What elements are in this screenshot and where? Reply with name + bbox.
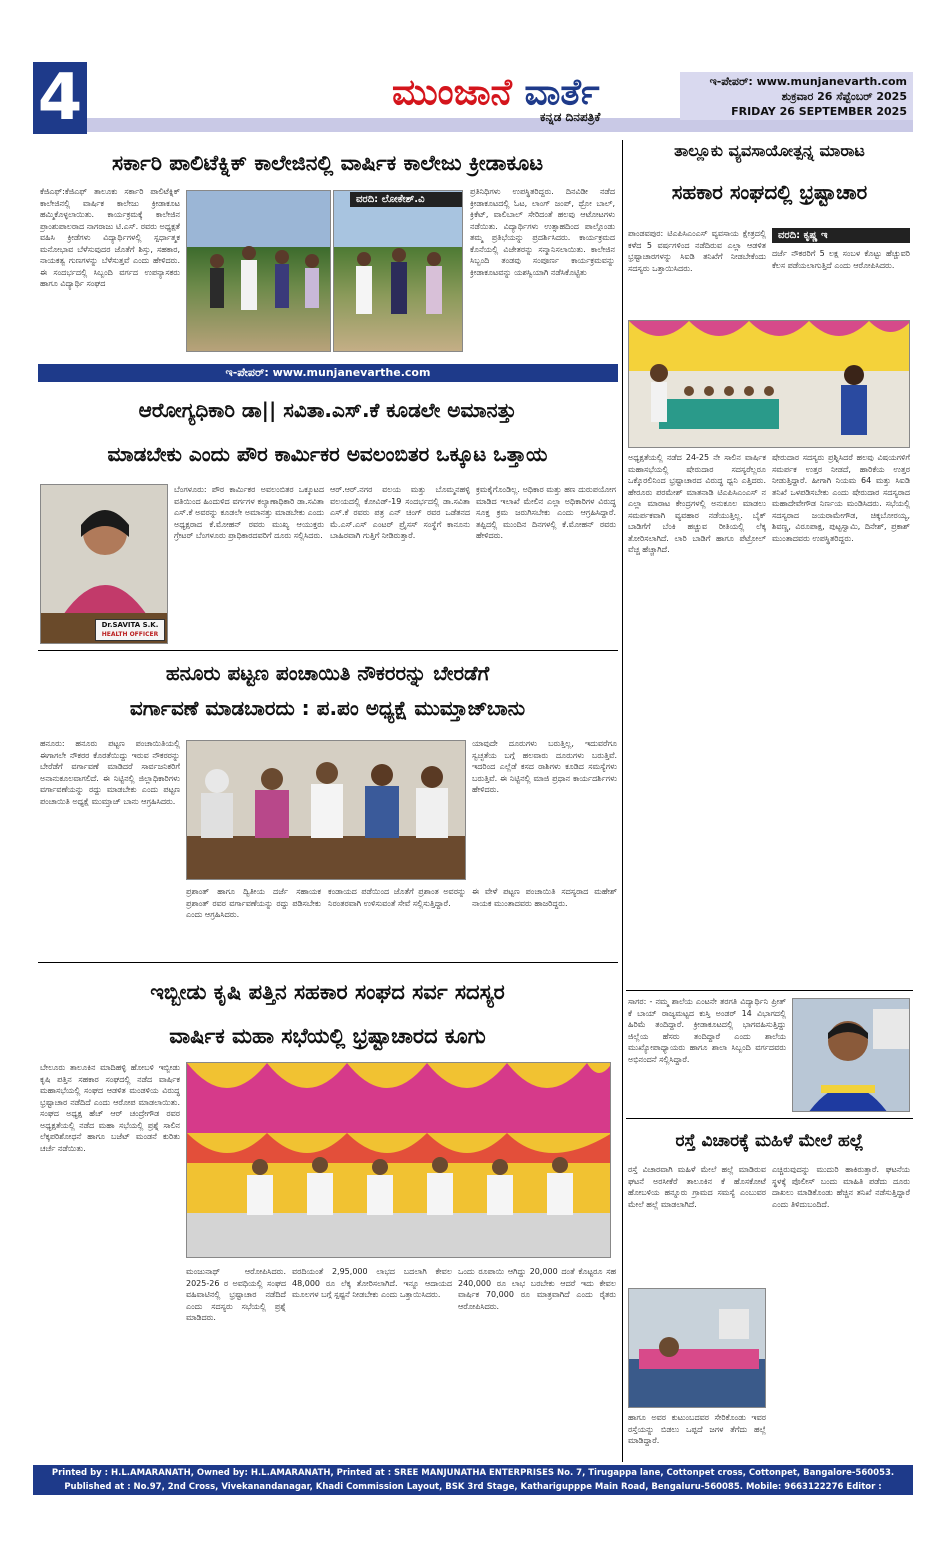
nameplate-name: Dr.SAVITA S.K. (101, 621, 159, 629)
hospital-bed-illustration (629, 1289, 766, 1408)
story7-headline: ರಸ್ತೆ ವಿಚಾರಕ್ಕೆ ಮಹಿಳೆ ಮೇಲೆ ಹಲ್ಲೆ (675, 1131, 864, 1151)
story3-photo (186, 740, 466, 880)
story2-photo (40, 484, 168, 644)
officials-meeting-illustration (187, 741, 466, 880)
story5-byline: ವರದಿ: ಕೃಷ್ಣ ಇ (772, 228, 910, 243)
nameplate (95, 619, 165, 641)
story5-headline-line1: ತಾಲ್ಲೂಕು ವ್ಯವಸಾಯೋತ್ಪನ್ನ ಮಾರಾಟ (674, 141, 865, 160)
section-divider (38, 962, 618, 963)
date-english: FRIDAY 26 SEPTEMBER 2025 (731, 105, 907, 118)
story1-col2: ಪ್ರತಿನಿಧಿಗಳು ಉಪಸ್ಥಿತರಿದ್ದರು. ದಿನವಿಡೀ ನಡೆದ ಕ್ರೀಡಾಕೂಟದಲ್ಲಿ ಓಟ, ಲಾಂಗ್ ಜಂಪ್, ಥ್ರೋ ಬಾಲ್, ಕ್ರಿಕೆಟ್, ವಾಲಿಬಾಲ್ ಸೇರಿದಂತೆ ಹಲವು ಆಟೋಟಗಳು ನಡೆಯಿತು. ವಿದ್ಯಾರ್ಥಿಗಳು ಉತ್ಸಾಹದಿಂದ ಪಾಲ್ಗೊಂಡು ತಮ್ಮ ಪ್ರತಿಭೆಯನ್ನು ಪ್ರದರ್ಶಿಸಿದರು. ಕಾರ್ಯಕ್ರಮದ ಕೊನೆಯಲ್ಲಿ ವಿಜೇತರನ್ನು ಸನ್ಮಾನಿಸಲಾಯಿತು. ಕಾಲೇಜಿನ ಸಿಬ್ಬಂದಿ ತಂಡವು ಸಂಪೂರ್ಣ ಕಾರ್ಯಕ್ರಮವನ್ನು ಕ್ರೀಡಾಕೂಟವನ್ನು ಯಶಸ್ವಿಯಾಗಿ ನಡೆಸಿಕೊಟ್ಟಿತು (470, 187, 615, 277)
story5-photo (628, 320, 910, 448)
story4-headline-line1: ಇಬ್ಬೀಡು ಕೃಷಿ ಪತ್ತಿನ ಸಹಕಾರ ಸಂಘದ ಸರ್ವ ಸದಸ್ಯರ (150, 980, 505, 1004)
story3-caption1: ಪ್ರಶಾಂತ್ ಹಾಗೂ ದ್ವಿತೀಯ ದರ್ಜೆ ಸಹಾಯಕ ಪ್ರಶಾಂತ್ ರವರ ವರ್ಗಾವಣೆಯನ್ನು ರದ್ದು ಪಡಿಸಬೇಕು ಎಂದು ಆಗ್ರಹಿಸಿದರು. (186, 887, 321, 919)
agm-meeting-illustration (629, 321, 910, 448)
story2-headline-line1: ಆರೋಗ್ಯಧಿಕಾರಿ ಡಾ|| ಸವಿತಾ.ಎಸ್.ಕೆ ಕೂಡಲೇ ಅಮಾನತ್ತು (138, 398, 517, 422)
story7-col1: ರಸ್ತೆ ವಿಚಾರವಾಗಿ ಮಹಿಳೆ ಮೇಲೆ ಹಲ್ಲೆ ಮಾಡಿರುವ ಘಟನೆ ಅರಸೀಕೆರೆ ತಾಲೂಕಿನ ಕೆ ಹೊಸಕೋಟೆ ಹೋಬಳಿಯ ಹನ್ನೂರು ಗ್ರಾಮದ ಸಮಸ್ಯೆ ಎಂಬುವರ ಮೇಲೆ ಹಲ್ಲೆ ಮಾಡಲಾಗಿದೆ. (628, 1165, 766, 1209)
story7-caption: ಹಾಗೂ ಅವರ ಕುಟುಂಬದವರ ಸೇರಿಕೊಂಡು ಇವರ ರಸ್ತೆಯನ್ನು ಬಿಡಲು ಒಪ್ಪದೆ ಜಗಳ ತೆಗೆದು ಹಲ್ಲೆ ಮಾಡಿದ್ದಾರೆ. (628, 1413, 766, 1445)
nameplate-title: HEALTH OFFICER (101, 631, 159, 638)
sports-meet-illustration (187, 191, 331, 352)
date-kannada: ಶುಕ್ರವಾರ 26 ಸೆಪ್ಟೆಂಬರ್ 2025 (781, 90, 907, 103)
story7-photo (628, 1288, 766, 1408)
student-portrait (793, 999, 910, 1112)
story3-caption3: ಈ ವೇಳೆ ಪಟ್ಟಣ ಪಂಚಾಯಿತಿ ಸದಸ್ಯರಾದ ಮಹೇಶ್ ನಾಯಕ ಮುಂತಾದವರು ಹಾಜರಿದ್ದರು. (472, 887, 617, 908)
story6-text: ಸಾಗರ: - ನಮ್ಮ ಶಾಲೆಯ ಎಂಟನೇ ತರಗತಿ ವಿದ್ಯಾರ್ಥಿನಿ ಪ್ರೀತ್ ಕೆ ಬಾಯ್ ರಾಜ್ಯಮಟ್ಟದ ಕುಸ್ತಿ ಅಂಡರ್ 14 ವಿಭಾಗದಲ್ಲಿ ಹಿರಿಮೆ ತಂದಿದ್ದಾರೆ. ಕ್ರೀಡಾಕೂಟದಲ್ಲಿ ಭಾಗವಹಿಸುತ್ತಿದ್ದು ಜಿಲ್ಲೆಯ ಹೆಸರು ತಂದಿದ್ದಾರೆ ಎಂದು ಶಾಲೆಯ ಮುಖ್ಯೋಪಾಧ್ಯಾಯರು ಹಾಗೂ ಶಾಲಾ ಸಿಬ್ಬಂದಿ ವರ್ಗದವರು ಅಭಿನಂದನೆ ಸಲ್ಲಿಸಿದ್ದಾರೆ. (628, 997, 786, 1064)
newspaper-logo (392, 72, 657, 112)
story1-headline: ಸರ್ಕಾರಿ ಪಾಲಿಟೆಕ್ನಿಕ್ ಕಾಲೇಜಿನಲ್ಲಿ ವಾರ್ಷಿಕ ಕಾಲೇಜು ಕ್ರೀಡಾಕೂಟ (111, 151, 544, 175)
story4-col2: ಮಂಜುನಾಥ್ ಆರೋಪಿಸಿದರು. 2025-26 ರ ಅವಧಿಯಲ್ಲಿ ಸಂಘದ ವಹಿವಾಟಿನಲ್ಲಿ ಭ್ರಷ್ಟಾಚಾರ ನಡೆದಿದೆ ಎಂದು ಸದಸ್ಯರು ಸಭೆಯಲ್ಲಿ ಪ್ರಶ್ನೆ ಮಾಡಿದರು. (186, 1267, 286, 1322)
story4-col4: ಒಂದು ರೂಪಾಯಿ ಆಗಿದ್ದು 20,000 ದಂತೆ ಕೊಟ್ಟರೂ ಸಹ 240,000 ರೂ ಲಾಭ ಬರಬೇಕು ಆದರೆ ಇದು ಕೇವಲ ವಾರ್ಷಿಕ 70,000 ರೂ ಮಾತ್ರವಾಗಿದೆ ಎಂದು ರೈತರು ಆರೋಪಿಸಿದರು. (458, 1267, 616, 1311)
epaper-banner[interactable]: ಇ-ಪೇಪರ್: www.munjanevarthe.com (38, 364, 618, 382)
story4-headline-line2: ವಾರ್ಷಿಕ ಮಹಾ ಸಭೆಯಲ್ಲಿ ಭ್ರಷ್ಟಾಚಾರದ ಕೂಗು (169, 1024, 486, 1048)
story2-col1: ಬೆಂಗಳೂರು: ಪೌರ ಕಾರ್ಮಿಕರ ಅವಲಂಬಿತರ ಒಕ್ಕೂಟದ ವತಿಯಿಂದ ಹಿಂದುಳಿದ ವರ್ಗಗಳ ಕಲ್ಯಾಣಾಧಿಕಾರಿ ಡಾ.ಸವಿತಾ ಎಸ್.ಕೆ ಅವರನ್ನು ಕೂಡಲೇ ಅಮಾನತ್ತು ಮಾಡಬೇಕು ಎಂದು ಅಧ್ಯಕ್ಷರಾದ ಕೆ.ಮೋಹನ್ ರವರು ಮುಖ್ಯ ಆಯುಕ್ತರು ಗ್ರೇಟರ್ ಬೆಂಗಳೂರು ಪ್ರಾಧಿಕಾರದವರಿಗೆ ದೂರು ಸಲ್ಲಿಸಿದರು. (174, 485, 324, 540)
masthead-info (680, 72, 913, 120)
section-divider (626, 1118, 913, 1119)
story1-photo-2 (333, 190, 463, 352)
story4-photo (186, 1062, 611, 1258)
story4-col1: ಬೇಲೂರು ತಾಲೂಕಿನ ಮಾದಿಹಳ್ಳಿ ಹೋಬಳಿ ಇಬ್ಬೀಡು ಕೃಷಿ ಪತ್ತಿನ ಸಹಕಾರ ಸಂಘದಲ್ಲಿ ನಡೆದ ವಾರ್ಷಿಕ ಮಹಾಸಭೆಯಲ್ಲಿ ಸಂಘದ ಆಡಳಿತ ಮಂಡಳಿಯ ವಿರುದ್ಧ ಭ್ರಷ್ಟಾಚಾರ ನಡೆದಿದೆ ಎಂದು ಆರೋಪ ಮಾಡಲಾಯಿತು. ಸಂಘದ ಅಧ್ಯಕ್ಷ ಹೆಚ್ ಆರ್ ಚಂದ್ರೇಗೌಡ ರವರ ಅಧ್ಯಕ್ಷತೆಯಲ್ಲಿ ನಡೆದ ಮಹಾ ಸಭೆಯಲ್ಲಿ ಪ್ರಶ್ನೆ ಸಾಲಿನ ಲೆಕ್ಕಪರಿಶೋಧನೆ ಹಾಗೂ ಬಜೆಟ್ ಮಂಡನೆ ಕುರಿತು ಚರ್ಚೆ ನಡೆಯಿತು. (40, 1063, 180, 1153)
page-number: 4 (33, 62, 87, 134)
logo-first-word: ಮುಂಜಾನೆ (392, 71, 512, 113)
story2-col3: ಕ್ರಮಕೈಗೊಂಡಿಲ್ಲ. ಅಧಿಕಾರ ಮತ್ತು ಹಣ ದುರುಪಯೋಗ ಮಾಡಿದ ಇಲಾಖೆ ಮೇಲಿನ ಎಲ್ಲಾ ಅಧಿಕಾರಿಗಳ ವಿರುದ್ಧ ಸೂಕ್ತ ಕ್ರಮ ಜರುಗಿಸಬೇಕು ಎಂದು ಆಗ್ರಹಿಸಿದ್ದಾರೆ. ತಪ್ಪಿದಲ್ಲಿ ಮುಂದಿನ ದಿನಗಳಲ್ಲಿ ಕೆ.ಮೋಹನ್ ರವರು ಹೇಳಿದರು. (476, 485, 616, 540)
general-body-meeting-illustration (187, 1063, 611, 1258)
story5-col1: ಪಾಂಡವಪುರ: ಟಿಎಪಿಸಿಎಂಎಸ್ ವ್ಯವಸಾಯ ಕ್ಷೇತ್ರದಲ್ಲಿ ಕಳೆದ 5 ವರ್ಷಗಳಿಂದ ನಡೆದಿರುವ ಎಲ್ಲಾ ಆಡಳಿತ ಭ್ರಷ್ಟಾಚಾರಗಳನ್ನು ಸಿಐಡಿ ತನಿಖೆಗೆ ನೀಡಬೇಕೆಂದು ಸದಸ್ಯರು ಒತ್ತಾಯಿಸಿದರು. (628, 229, 766, 273)
story5-col1b: ಅಧ್ಯಕ್ಷತೆಯಲ್ಲಿ ನಡೆದ 24-25 ನೇ ಸಾಲಿನ ವಾರ್ಷಿಕ ಮಹಾಸಭೆಯಲ್ಲಿ ಷೇರುದಾರ ಸದಸ್ಯರೆಲ್ಲರೂ ಒಕ್ಕೊರಲಿನಿಂದ ಭ್ರಷ್ಟಾಚಾರದ ವಿರುದ್ಧ ಧ್ವನಿ ಎತ್ತಿದರು. ಹೇರೂರು ಪರಮೇಶ್ ಮಾತನಾಡಿ ಟಿಎಪಿಸಿಎಂಎಸ್ ನ ಎಲ್ಲಾ ಮಾರಾಟ ಕೇಂದ್ರಗಳಲ್ಲಿ ಅನುಕೂಲ ಮಾಡಲು ಸಮರ್ಪಕವಾಗಿ ವ್ಯವಹಾರ ನಡೆಯುತ್ತಿಲ್ಲ. ಬೈಕ್ ಬಾಡಿಗೆಗೆ ಬೆಂಕಿ ಹಚ್ಚುವ ರೀತಿಯಲ್ಲಿ ಲೆಕ್ಕ ತೋರಿಸಲಾಗಿದೆ. ಲಾರಿ ಬಾಡಿಗೆ ಹಾಗೂ ಪೆಟ್ರೋಲ್ ವೆಚ್ಚ ಹೆಚ್ಚಾಗಿದೆ. (628, 453, 766, 554)
story5-headline-line2: ಸಹಕಾರ ಸಂಘದಲ್ಲಿ ಭ್ರಷ್ಟಾಚಾರ (671, 180, 868, 204)
story2-col2: ಆರ್.ಆರ್.ನಗರ ವಲಯ ಮತ್ತು ಬೊಮ್ಮನಹಳ್ಳಿ ವಲಯದಲ್ಲಿ ಕೋವಿಡ್-19 ಸಂದರ್ಭದಲ್ಲಿ ಡಾ.ಸವಿತಾ ಎಸ್.ಕೆ ರವರು ಪತ್ರ ಎನ್ ಚಿಂಗ್ ರವರ ಒಡೆತನದ ಮೆ.ಎಸ್.ಎಸ್ ಎಂಟರ್ ಪ್ರೈಸಸ್ ಸಂಸ್ಥೆಗೆ ಕಾನೂನು ಬಾಹಿರವಾಗಿ ಗುತ್ತಿಗೆ ನೀಡಿರುತ್ತಾರೆ. (330, 485, 470, 540)
footer-line2: Published at : No.97, 2nd Cross, Vivekanandanagar, Khadi Commission Layout, BSK 3rd Stage, Katharigupppe Main Road, Bengaluru-560085. Mobile: 9663122276 Editor : H.L.AMARANATH (64, 1482, 882, 1506)
story5-col2: ದರ್ಜೆ ನೌಕರರಿಗೆ 5 ಲಕ್ಷ ಸಂಬಳ ಕೊಟ್ಟು ಹೆಚ್ಚುವರಿ ಕೆಲಸ ಪಡೆಯಲಾಗುತ್ತಿದೆ ಎಂದು ಆರೋಪಿಸಿದರು. (772, 249, 910, 270)
story1-col1: ಕೆಜಿಎಫ್:ಕೆಜಿಎಫ್ ತಾಲೂಕು ಸರ್ಕಾರಿ ಪಾಲಿಟೆಕ್ನಿಕ್ ಕಾಲೇಜಿನಲ್ಲಿ ವಾರ್ಷಿಕ ಕಾಲೇಜು ಕ್ರೀಡಾಕೂಟ ಹಮ್ಮಿಕೊಳ್ಳಲಾಯಿತು. ಕಾರ್ಯಕ್ರಮಕ್ಕೆ ಕಾಲೇಜಿನ ಪ್ರಾಂಶುಪಾಲರಾದ ನಾಗರಾಜು ಟಿ.ಎಸ್. ರವರು ಅಧ್ಯಕ್ಷತೆ ವಹಿಸಿ ಕ್ರೀಡೆಗಳು ವಿದ್ಯಾರ್ಥಿಗಳಲ್ಲಿ ಸ್ಪರ್ಧಾತ್ಮಕ ಮನೋಭಾವ ಬೆಳೆಸುವುದರ ಜೊತೆಗೆ ಶಿಸ್ತು, ಸಹಕಾರ, ನಾಯಕತ್ವ ಗುಣಗಳನ್ನು ಬೆಳೆಸುತ್ತವೆ ಎಂದು ಹೇಳಿದರು. ಈ ಸಂದರ್ಭದಲ್ಲಿ ಸಿಬ್ಬಂದಿ ವರ್ಗದ ಉಪನ್ಯಾಸಕರು ಹಾಗೂ ವಿದ್ಯಾರ್ಥಿ ಸಂಘದ (40, 187, 180, 288)
story7-col2: ಎಚ್ಚಿರುವುದನ್ನು ಮುದುರಿ ಹಾಕಿರುತ್ತಾರೆ. ಘಟನೆಯ ಸ್ಥಳಕ್ಕೆ ಪೊಲೀಸ್ ಬಂದು ಮಾಹಿತಿ ಪಡೆದು ದೂರು ದಾಖಲು ಮಾಡಿಕೊಂಡು ಹೆಚ್ಚಿನ ತನಿಖೆ ನಡೆಸುತ್ತಿದ್ದಾರೆ ಎಂದು ತಿಳಿದುಬಂದಿದೆ. (772, 1165, 910, 1209)
story2-headline-line2: ಮಾಡಬೇಕು ಎಂದು ಪೌರ ಕಾರ್ಮಿಕರ ಅವಲಂಬಿತರ ಒಕ್ಕೂಟ ಒತ್ತಾಯ (107, 442, 548, 466)
section-divider (626, 990, 913, 991)
logo-subtitle: ಕನ್ನಡ ದಿನಪತ್ರಿಕೆ (540, 110, 601, 124)
website-url[interactable]: ಇ-ಪೇಪರ್: www.munjanevarth.com (709, 75, 907, 88)
masthead-bar (87, 118, 913, 132)
section-divider (38, 650, 618, 651)
students-illustration (334, 191, 463, 352)
story6-photo (792, 998, 910, 1112)
story3-col2: ಯಾವುದೇ ದೂರುಗಳು ಬರುತ್ತಿಲ್ಲ, ಇದುವರೆಗೂ ಸ್ವಚ್ಛತೆಯ ಬಗ್ಗೆ ಹಲವಾರು ದೂರುಗಳು ಬರುತ್ತಿವೆ. ಇದರಿಂದ ಎಲ್ಲೆಡೆ ಕಸದ ರಾಶಿಗಳು ಕೂಡಿದ ಸಮಸ್ಯೆಗಳು ಬರುತ್ತಿವೆ. ಈ ನಿಟ್ಟಿನಲ್ಲಿ ಮಾಜಿ ಪ್ರಧಾನ ಕಾರ್ಯದರ್ಶಿಗಳು ಹೇಳಿದರು. (472, 739, 617, 794)
story3-caption2: ಕಂಡಾಯದ ಪಡೆಯಿಂದ ಜೊತೆಗೆ ಪ್ರಶಾಂತ ಅವರನ್ನು ನಿರಂತರವಾಗಿ ಉಳಿಸುವಂತೆ ಸೇವೆ ಸಲ್ಲಿಸುತ್ತಿದ್ದಾರೆ. (328, 887, 466, 908)
story1-byline: ವರದಿ: ಲೋಕೇಶ್.ವಿ (350, 192, 462, 207)
story3-headline-line1: ಹನೂರು ಪಟ್ಟಣ ಪಂಚಾಯಿತಿ ನೌಕರರನ್ನು ಬೇರಡೆಗೆ (165, 661, 490, 685)
logo-second-word: ವಾರ್ತೆ (524, 71, 600, 113)
story4-col3: ವರದಿಯಂತೆ 2,95,000 ಲಾಭದ ಬದಲಾಗಿ ಕೇವಲ 48,000 ರೂ ಲೆಕ್ಕ ತೋರಿಸಲಾಗಿದೆ. ಇನ್ನೂ ಆದಾಯದ ಮೂಲಗಳ ಬಗ್ಗೆ ಸ್ಪಷ್ಟನೆ ನೀಡಬೇಕು ಎಂದು ಒತ್ತಾಯಿಸಿದರು. (292, 1267, 452, 1299)
footer-imprint (33, 1465, 913, 1506)
story3-headline-line2: ವರ್ಗಾವಣೆ ಮಾಡಬಾರದು : ಪ.ಪಂ ಅಧ್ಯಕ್ಷೆ ಮುಮ್ತಾಜ್‍ಬಾನು (129, 696, 526, 720)
story5-col2b: ಷೇರುದಾರ ಸದಸ್ಯರು ಪ್ರಶ್ನಿಸಿದರೆ ಹಲವು ವಿಷಯಗಳಿಗೆ ಸಮರ್ಪಕ ಉತ್ತರ ನೀಡದೆ, ಹಾರಿಕೆಯ ಉತ್ತರ ನೀಡುತ್ತಿದ್ದಾರೆ. ಹೀಗಾಗಿ ನಿಯಮ 64 ಮತ್ತು ಸಿಐಡಿ ತನಿಖೆ ಒಳಪಡಿಸಬೇಕು ಎಂದು ಷೇರುದಾರ ಸದಸ್ಯರಾದ ಮಹಾದೇವೇಗೌಡ ನಿರ್ಣಯ ಮಂಡಿಸಿದರು. ಸಭೆಯಲ್ಲಿ ಸದಸ್ಯರಾದ ಜಯರಾಮೇಗೌಡ, ಚಿಕ್ಕಬೋರಯ್ಯ, ಶಿವಣ್ಣ, ವಿರೂಪಾಕ್ಷ, ಪುಟ್ಟಸ್ವಾಮಿ, ದಿನೇಶ್, ಪ್ರಕಾಶ್ ಮುಂತಾದವರು ಉಪಸ್ಥಿತರಿದ್ದರು. (772, 453, 910, 543)
column-divider (622, 140, 623, 1462)
story3-col1: ಹನೂರು: ಹನೂರು ಪಟ್ಟಣ ಪಂಚಾಯಿತಿಯಲ್ಲಿ ಈಗಾಗಲೇ ನೌಕರರ ಕೊರತೆಯಿದ್ದು ಇರುವ ನೌಕರರನ್ನು ಬೇರೆಡೆಗೆ ವರ್ಗಾವಣೆ ಮಾಡಿದರೆ ಸಾರ್ವಜನಿಕರಿಗೆ ಅನಾನುಕೂಲವಾಗಲಿದೆ. ಈ ನಿಟ್ಟಿನಲ್ಲಿ ಜಿಲ್ಲಾಧಿಕಾರಿಗಳು ವರ್ಗಾವಣೆಯನ್ನು ರದ್ದು ಮಾಡಬೇಕು ಎಂದು ಪಟ್ಟಣ ಪಂಚಾಯಿತಿ ಅಧ್ಯಕ್ಷೆ ಮುಮ್ತಾಜ್ ಬಾನು ಆಗ್ರಹಿಸಿದರು. (40, 739, 180, 806)
footer-line1: Printed by : H.L.AMARANATH, Owned by: H.L.AMARANATH, Printed at : SREE MANJUNATHA ENTERPRISES No. 7, Tirugappa lane, Cottonpet cross, Cottonpet, Bangalore-560053. (51, 1468, 895, 1478)
story1-photo (186, 190, 331, 352)
